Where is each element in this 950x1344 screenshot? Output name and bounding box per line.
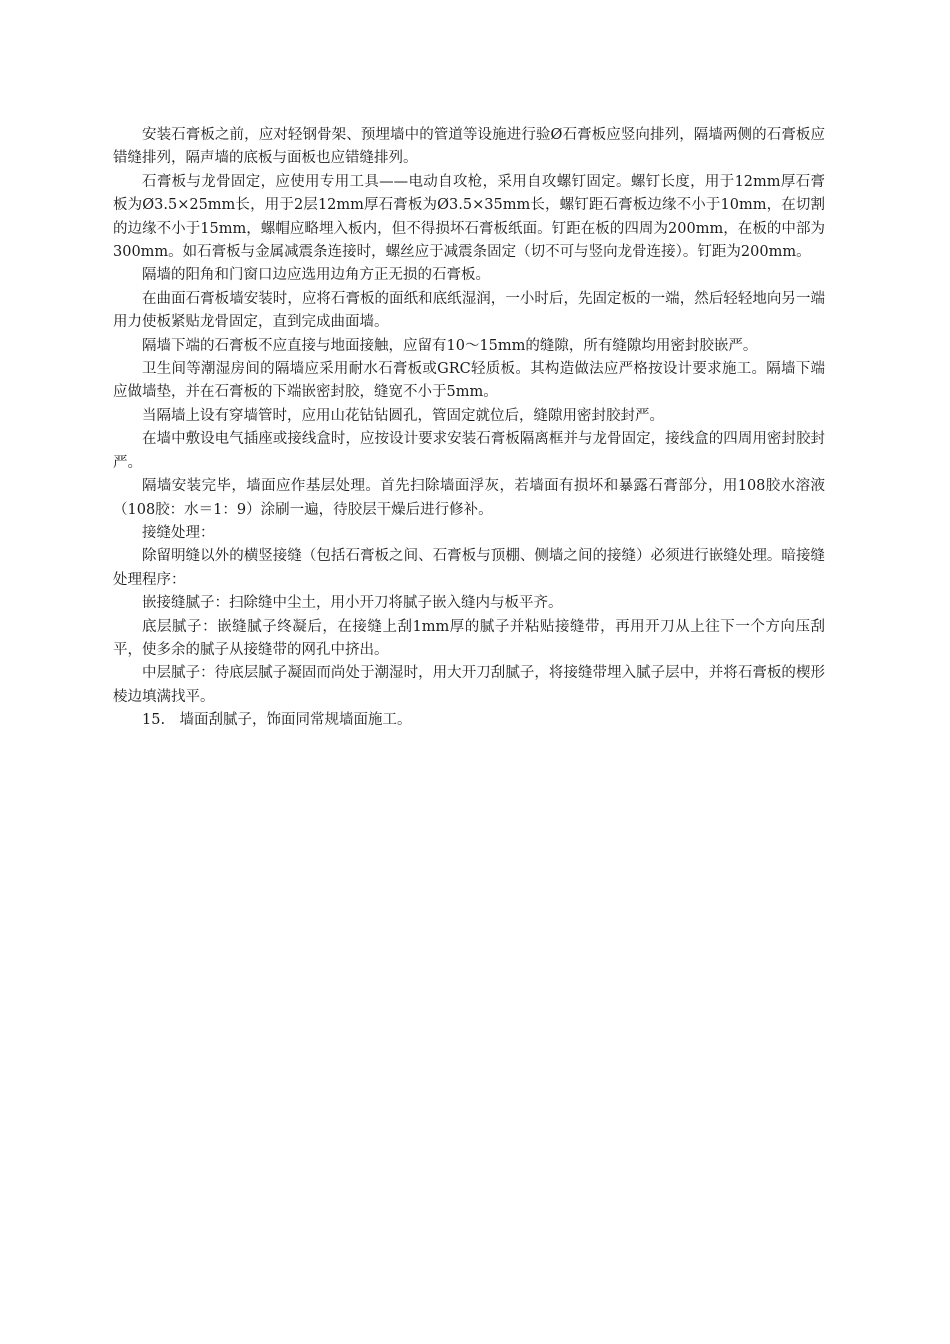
paragraph-14: 中层腻子：待底层腻子凝固而尚处于潮湿时，用大开刀刮腻子，将接缝带埋入腻子层中，并将石膏板的楔形棱边填满找平。	[113, 665, 825, 705]
paragraph-15: 15. 墙面刮腻子，饰面同常规墙面施工。	[142, 712, 412, 729]
paragraph-13: 底层腻子：嵌缝腻子终凝后，在接缝上刮1mm厚的腻子并粘贴接缝带，再用开刀从上往下一个方向压刮平，使多余的腻子从接缝带的网孔中挤出。	[113, 618, 825, 658]
paragraph-4: 在曲面石膏板墙安装时，应将石膏板的面纸和底纸湿润，一小时后，先固定板的一端，然后轻轻地向另一端用力使板紧贴龙骨固定，直到完成曲面墙。	[113, 290, 825, 331]
paragraph-2: 石膏板与龙骨固定，应使用专用工具——电动自攻枪，采用自攻螺钉固定。螺钉长度，用于12mm厚石膏板为Ø3.5×25mm长，用于2层12mm厚石膏板为Ø3.5×35mm长，螺钉距石膏板边缘不小于10mm，在切割的边缘不小于15mm，螺帽应略埋入板内，但不得损坏石膏板纸面。钉距在板的四周为200mm，在板的中部为300mm。如石膏板与金属减震条连接时，螺丝应于减震条固定（切不可与竖向龙骨连接）。钉距为200mm。	[113, 173, 825, 261]
document-body	[113, 124, 825, 733]
paragraph-10: 接缝处理：	[142, 524, 215, 541]
paragraph-12: 嵌接缝腻子：扫除缝中尘土，用小开刀将腻子嵌入缝内与板平齐。	[142, 595, 563, 612]
paragraph-7: 当隔墙上设有穿墙管时，应用山花钻钻圆孔，管固定就位后，缝隙用密封胶封严。	[142, 407, 664, 424]
paragraph-11: 除留明缝以外的横竖接缝（包括石膏板之间、石膏板与顶棚、侧墙之间的接缝）必须进行嵌缝处理。暗接缝处理程序：	[113, 548, 825, 588]
paragraph-8: 在墙中敷设电气插座或接线盒时，应按设计要求安装石膏板隔离框并与龙骨固定，接线盒的四周用密封胶封严。	[113, 431, 825, 471]
paragraph-1: 安装石膏板之前，应对轻钢骨架、预埋墙中的管道等设施进行验Ø石膏板应竖向排列，隔墙两侧的石膏板应错缝排列，隔声墙的底板与面板也应错缝排列。	[113, 127, 825, 167]
paragraph-5: 隔墙下端的石膏板不应直接与地面接触，应留有10～15mm的缝隙，所有缝隙均用密封胶嵌严。	[142, 337, 758, 354]
paragraph-9: 隔墙安装完毕，墙面应作基层处理。首先扫除墙面浮灰，若墙面有损坏和暴露石膏部分，用108胶水溶液（108胶：水＝1：9）涂刷一遍，待胶层干燥后进行修补。	[113, 478, 825, 518]
paragraph-3: 隔墙的阳角和门窗口边应选用边角方正无损的石膏板。	[142, 267, 490, 284]
paragraph-6: 卫生间等潮湿房间的隔墙应采用耐水石膏板或GRC轻质板。其构造做法应严格按设计要求施工。隔墙下端应做墙垫，并在石膏板的下端嵌密封胶，缝宽不小于5mm。	[113, 361, 825, 401]
